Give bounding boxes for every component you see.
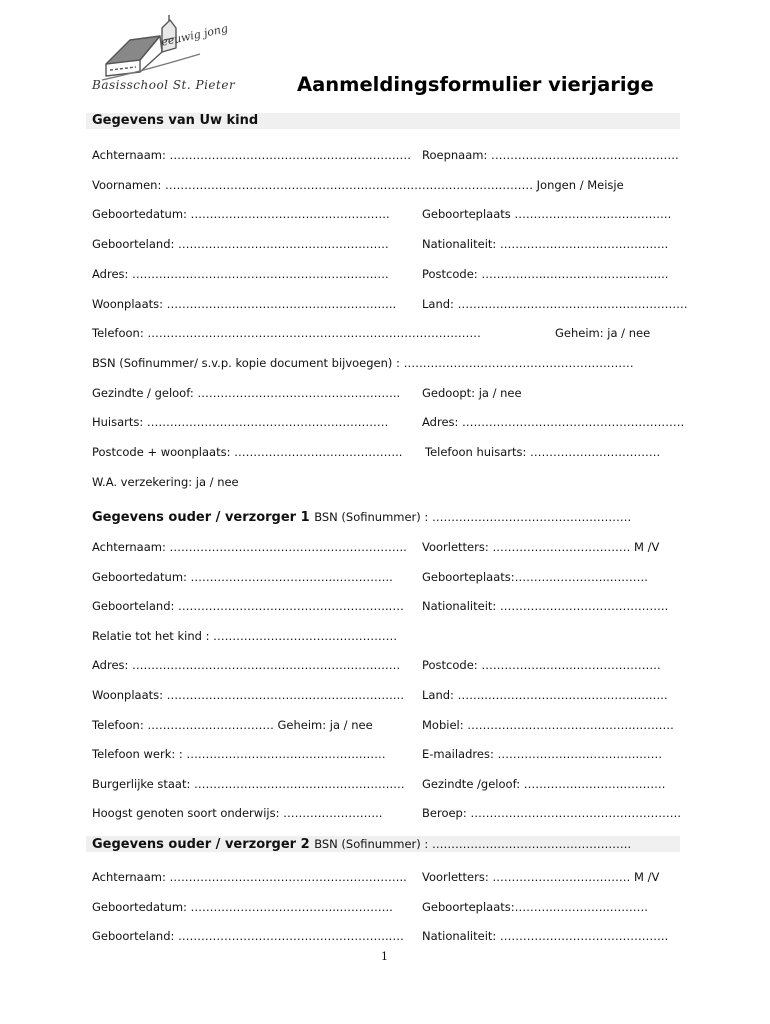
form-row: [92, 687, 682, 703]
form-row: [92, 539, 682, 555]
form-field-left[interactable]: Adres: ………………………………………………………….: [92, 267, 389, 281]
section-heading: [86, 113, 680, 129]
form-field-right[interactable]: Mobiel: ……………………………………..……….: [422, 718, 674, 732]
form-field-right[interactable]: Gedoopt: ja / nee: [422, 386, 522, 400]
form-field-left[interactable]: Postcode + woonplaats: ……………………………………..: [92, 445, 403, 459]
form-field-right[interactable]: Roepnaam: ………………………………………….: [422, 148, 679, 162]
form-row: [92, 869, 682, 885]
form-field-right[interactable]: Gezindte /geloof: ……………………………….: [422, 777, 666, 791]
form-field-left[interactable]: Achternaam: ……………………………………………………..: [92, 870, 407, 884]
form-row: [92, 414, 685, 430]
form-field-left[interactable]: Gezindte / geloof: ……………………………………………..: [92, 386, 401, 400]
section-title: Gegevens ouder / verzorger 1: [92, 510, 310, 525]
form-row: [92, 805, 682, 821]
section-bsn-field[interactable]: BSN (Sofinummer) : …………………………………………….: [314, 837, 632, 851]
form-field-left[interactable]: Geboorteland: ……………………………………………….: [92, 237, 389, 251]
form-row: [92, 899, 682, 915]
form-row: [92, 177, 682, 193]
form-field-right[interactable]: Nationaliteit: ……………………………………..: [422, 929, 669, 943]
form-row: [92, 474, 682, 490]
form-row: [92, 355, 682, 371]
section-heading: [86, 836, 680, 852]
form-row: [92, 296, 688, 312]
form-row: [92, 657, 682, 673]
form-field-left[interactable]: Adres: ………………………………………………………….…: [92, 658, 401, 672]
form-field-right[interactable]: Postcode: ……………..……..………………….: [422, 658, 661, 672]
form-row: [92, 598, 682, 614]
form-field-right[interactable]: Nationaliteit: ……………………………………..: [422, 599, 669, 613]
form-row: [92, 928, 682, 944]
section-title: Gegevens van Uw kind: [92, 113, 259, 128]
form-field-left[interactable]: Voornamen: …………………………………………………………………………………… Jongen / Meisje: [92, 178, 624, 192]
form-field-right[interactable]: Voorletters: ……………………………… M /V: [422, 540, 660, 554]
form-field-left[interactable]: Telefoon: ……………………………………………………………………………: [92, 326, 481, 340]
form-field-right[interactable]: Adres: ………………………………………………….: [422, 415, 685, 429]
form-field-left[interactable]: Geboortedatum: ………………………………...…………..: [92, 900, 393, 914]
form-row: [92, 717, 682, 733]
form-field-left[interactable]: Woonplaats: …………………………………………………...: [92, 297, 397, 311]
logo-motto: eeuwig jong: [160, 21, 229, 49]
form-field-left[interactable]: BSN (Sofinummer/ s.v.p. kopie document bijvoegen) : ……………………………………………………: [92, 356, 634, 370]
form-field-right[interactable]: Land: ……………………………………………………: [422, 297, 688, 311]
form-field-right[interactable]: Voorletters: ……………………………… M /V: [422, 870, 660, 884]
form-field-right[interactable]: Geheim: ja / nee: [555, 326, 651, 340]
form-row: [92, 385, 682, 401]
form-row: [92, 776, 682, 792]
form-field-left[interactable]: Relatie tot het kind : …………………………………………: [92, 629, 398, 643]
form-field-left[interactable]: Hoogst genoten soort onderwijs: ……………………..: [92, 806, 383, 820]
form-field-left[interactable]: W.A. verzekering: ja / nee: [92, 475, 239, 489]
form-field-right[interactable]: Geboorteplaats …………………………………..: [422, 207, 672, 221]
form-row: [92, 325, 682, 341]
logo-school-name: Basisschool St. Pieter: [92, 78, 236, 92]
form-field-right[interactable]: Beroep: ……………………………………………….: [422, 806, 682, 820]
form-row: [92, 628, 682, 644]
form-field-left[interactable]: Geboortedatum: …………………………………………….: [92, 207, 390, 221]
form-field-left[interactable]: Achternaam: ………………………………………………………: [92, 148, 412, 162]
form-field-left[interactable]: Woonplaats: ……………………………………………………..: [92, 688, 404, 702]
form-field-right[interactable]: Geboorteplaats:………..…………..……….: [422, 570, 648, 584]
form-field-right[interactable]: E-mailadres: ……………………………….……: [422, 747, 663, 761]
form-field-left[interactable]: Telefoon werk: : ……………………………………….……: [92, 747, 386, 761]
form-field-left[interactable]: Huisarts: ………………………………………………………: [92, 415, 389, 429]
page-number: 1: [381, 950, 388, 963]
form-row: [92, 444, 682, 460]
form-field-right[interactable]: Land: ……..…………………………………….….: [422, 688, 668, 702]
section-heading: [86, 509, 680, 525]
form-row: [92, 236, 682, 252]
form-row: [92, 569, 682, 585]
form-field-right[interactable]: Nationaliteit: ……………………………………..: [422, 237, 669, 251]
section-title: Gegevens ouder / verzorger 2: [92, 837, 310, 852]
form-field-left[interactable]: Achternaam: ……………………………………………………..: [92, 540, 407, 554]
form-row: [92, 147, 682, 163]
form-field-right[interactable]: Geboorteplaats:………..…………..……….: [422, 900, 648, 914]
form-field-right[interactable]: Telefoon huisarts: …………………………….: [425, 445, 661, 459]
form-row: [92, 746, 682, 762]
form-field-left[interactable]: Geboorteland: ………………………………………………..…: [92, 929, 404, 943]
section-bsn-field[interactable]: BSN (Sofinummer) : …………………………………………….: [314, 510, 632, 524]
form-field-left[interactable]: Telefoon: …………………………… Geheim: ja / nee: [92, 718, 373, 732]
form-row: [92, 206, 682, 222]
document-title: Aanmeldingsformulier vierjarige: [297, 73, 654, 96]
form-field-left[interactable]: Burgerlijke staat: …………………………………………….…: [92, 777, 405, 791]
form-row: [92, 266, 682, 282]
form-field-left[interactable]: Geboorteland: ………………………………………………..…: [92, 599, 404, 613]
form-field-left[interactable]: Geboortedatum: ………………………………...…………..: [92, 570, 393, 584]
form-field-right[interactable]: Postcode: ……………..…………………………..: [422, 267, 669, 281]
